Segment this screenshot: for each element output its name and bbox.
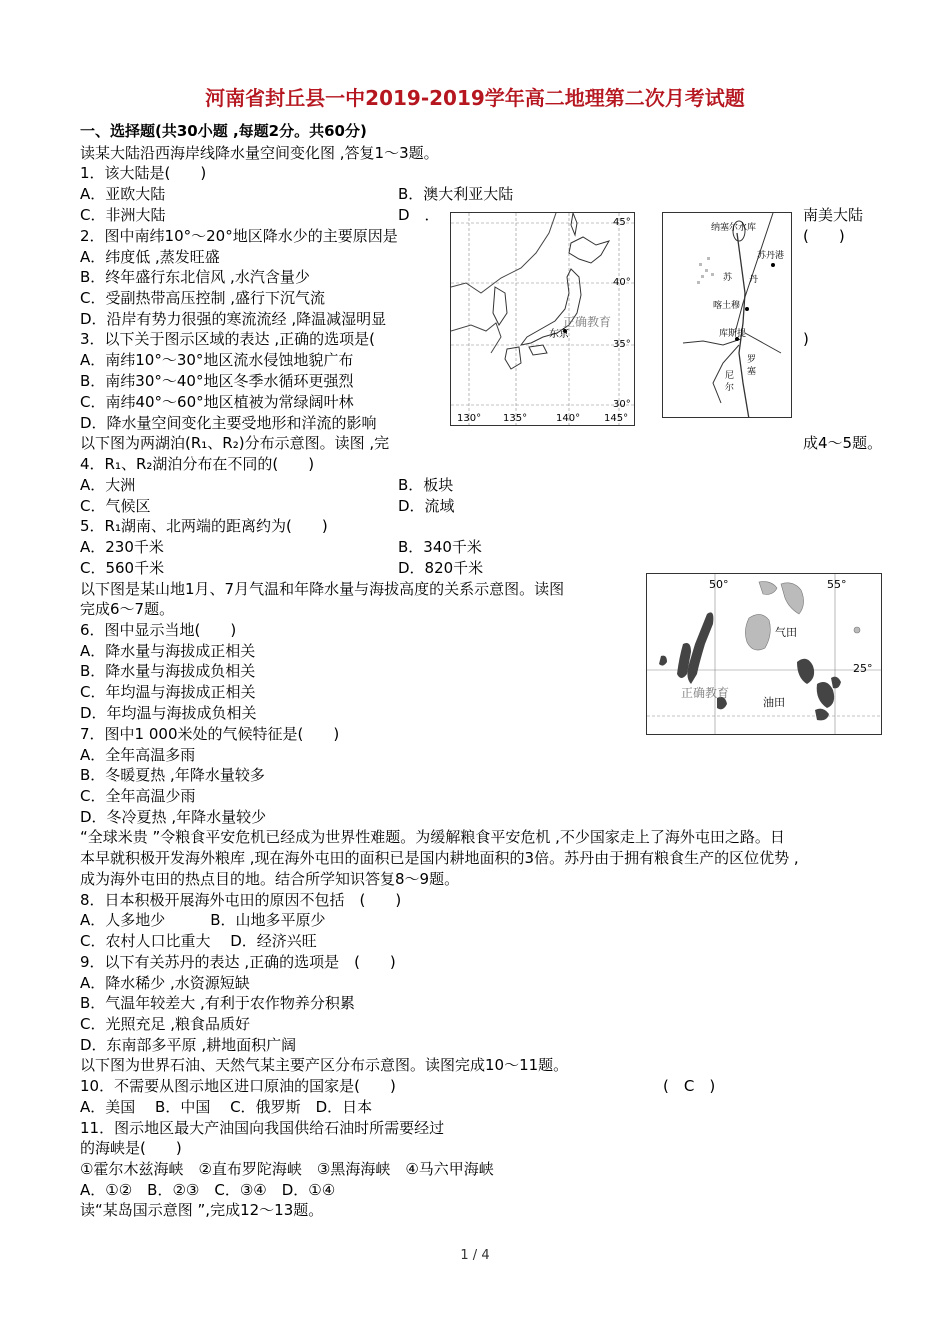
q2-paren: ( )	[803, 227, 845, 245]
lon-label: 55°	[827, 578, 847, 591]
q6-option-d: D．年均温与海拔成负相关	[80, 704, 257, 722]
gas-field-label: 气田	[775, 626, 797, 639]
intro-4-line-2: 本早就积极开发海外粮库 ,现在海外屯田的面积已是国内耕地面积的3倍。苏丹由于拥有粮食生产的区位优势 ,	[80, 849, 799, 867]
khartoum-marker	[745, 307, 749, 311]
q9-option-a: A．降水稀少 ,水资源短缺	[80, 974, 250, 992]
question-4: 4．R₁、R₂湖泊分布在不同的( )	[80, 455, 315, 473]
q5-option-a: A．230千米	[80, 538, 164, 556]
question-9: 9．以下有关苏丹的表达 ,正确的选项是 ( )	[80, 953, 396, 971]
lat-label: 40°	[613, 277, 631, 288]
map2-label: 罗	[747, 355, 757, 365]
oil-gas-map	[646, 573, 882, 735]
q10-options: A．美国 B．中国 C．俄罗斯 D．日本	[80, 1098, 373, 1116]
q4-option-b: B．板块	[398, 476, 454, 494]
q4-option-a: A．大洲	[80, 476, 136, 494]
lat-label: 30°	[613, 399, 631, 410]
q1-option-b: B．澳大利亚大陆	[398, 185, 514, 203]
q3-option-c: C．南纬40°～60°地区植被为常绿阔叶林	[80, 393, 354, 411]
q5-option-b: B．340千米	[398, 538, 482, 556]
q6-option-c: C．年均温与海拔成正相关	[80, 683, 256, 701]
q9-option-b: B．气温年较差大 ,有利于农作物养分积累	[80, 994, 355, 1012]
section-heading: 一、选择题(共30小题 ,每题2分。共60分)	[80, 122, 367, 140]
question-11-line-2: 的海峡是( )	[80, 1139, 182, 1157]
q3-paren: )	[803, 330, 809, 348]
watermark: 正确教育	[563, 315, 612, 329]
map2-label: 丹	[749, 275, 759, 285]
q9-option-c: C．光照充足 ,粮食品质好	[80, 1015, 251, 1033]
japan-map	[450, 212, 635, 426]
q7-option-d: D．冬冷夏热 ,年降水量较少	[80, 808, 267, 826]
question-10: 10．不需要从图示地区进口原油的国家是( )	[80, 1077, 396, 1095]
q7-option-c: C．全年高温少雨	[80, 787, 196, 805]
lon-label: 140°	[556, 413, 581, 424]
lat-label: 45°	[613, 217, 631, 228]
q3-option-b: B．南纬30°～40°地区冬季水循环更强烈	[80, 372, 354, 390]
sudan-map	[662, 212, 792, 418]
lat-label: 35°	[613, 339, 631, 350]
map2-label: 尔	[725, 383, 735, 393]
map2-label: 塞	[747, 367, 757, 377]
q5-option-c: C．560千米	[80, 559, 165, 577]
q2-option-a: A．纬度低 ,蒸发旺盛	[80, 248, 220, 266]
q11-options: A．①② B．②③ C．③④ D．①④	[80, 1181, 336, 1199]
question-5: 5．R₁湖南、北两端的距离约为( )	[80, 517, 328, 535]
map2-label: 库斯提	[719, 329, 747, 339]
q5-option-d: D．820千米	[398, 559, 484, 577]
q6-option-b: B．降水量与海拔成负相关	[80, 662, 256, 680]
q8-options-cd: C．农村人口比重大 D．经济兴旺	[80, 932, 317, 950]
q4-option-c: C．气候区	[80, 497, 151, 515]
intro-2: 以下图为两湖泊(R₁、R₂)分布示意图。读图 ,完	[80, 434, 390, 452]
map2-label: 苏	[723, 273, 733, 283]
lon-label: 135°	[503, 413, 528, 424]
lon-label: 50°	[709, 578, 729, 591]
q3-option-a: A．南纬10°～30°地区流水侵蚀地貌广布	[80, 351, 354, 369]
q6-option-a: A．降水量与海拔成正相关	[80, 642, 256, 660]
q7-option-b: B．冬暖夏热 ,年降水量较多	[80, 766, 265, 784]
q10-answer: ( C )	[663, 1077, 716, 1095]
oil-field-label: 油田	[763, 696, 785, 709]
map2-label: 苏丹港	[757, 251, 785, 261]
q1-option-d: D ．	[398, 206, 440, 224]
q1-option-a: A．亚欧大陆	[80, 185, 166, 203]
lon-label: 145°	[604, 413, 629, 424]
q2-option-c: C．受副热带高压控制 ,盛行下沉气流	[80, 289, 326, 307]
question-2: 2．图中南纬10°～20°地区降水少的主要原因是	[80, 227, 398, 245]
intro-4-line-1: “全球米贵 ”令粮食平安危机已经成为世界性难题。为缓解粮食平安危机 ,不少国家走上了海外屯田之路。日	[80, 828, 785, 846]
intro-5: 以下图为世界石油、天然气某主要产区分布示意图。读图完成10～11题。	[80, 1056, 569, 1074]
lon-label: 130°	[457, 413, 482, 424]
intro-3: 以下图是某山地1月、7月气温和年降水量与海拔高度的关系示意图。读图	[80, 580, 565, 598]
question-8: 8．日本积极开展海外屯田的原因不包括 ( )	[80, 891, 402, 909]
intro-1: 读某大陆沿西海岸线降水量空间变化图 ,答复1～3题。	[80, 144, 439, 162]
question-6: 6．图中显示当地( )	[80, 621, 237, 639]
map2-label: 尼	[725, 371, 735, 381]
page-title: 河南省封丘县一中2019-2019学年高二地理第二次月考试题	[205, 86, 745, 110]
intro-4-line-3: 成为海外屯田的热点目的地。结合所学知识答复8～9题。	[80, 870, 460, 888]
watermark: 正确教育	[681, 686, 730, 700]
question-11-line-1: 11．图示地区最大产油国向我国供给石油时所需要经过	[80, 1119, 445, 1137]
lat-label: 25°	[853, 662, 873, 675]
page-number: 1 / 4	[460, 1248, 490, 1263]
q8-options-ab: A．人多地少 B．山地多平原少	[80, 911, 326, 929]
question-7: 7．图中1 000米处的气候特征是( )	[80, 725, 340, 743]
intro-3-cont: 完成6～7题。	[80, 600, 175, 618]
q1-option-c: C．非洲大陆	[80, 206, 166, 224]
q4-option-d: D．流域	[398, 497, 455, 515]
intro-6: 读“某岛国示意图 ”,完成12～13题。	[80, 1201, 324, 1219]
q3-option-d: D．降水量空间变化主要受地形和洋流的影响	[80, 414, 377, 432]
q1-option-d-cont: 南美大陆	[803, 206, 864, 224]
q9-option-d: D．东南部多平原 ,耕地面积广阔	[80, 1036, 297, 1054]
q7-option-a: A．全年高温多雨	[80, 746, 196, 764]
question-3: 3．以下关于图示区域的表达 ,正确的选项是(	[80, 330, 375, 348]
q11-items: ①霍尔木兹海峡 ②直布罗陀海峡 ③黑海海峡 ④马六甲海峡	[80, 1160, 494, 1178]
map2-label: 纳塞尔水库	[711, 223, 757, 233]
map2-label: 喀土穆	[713, 301, 741, 311]
port-sudan-marker	[771, 263, 775, 267]
intro-2-cont: 成4～5题。	[803, 434, 883, 452]
q2-option-d: D．沿岸有势力很强的寒流流经 ,降温减湿明显	[80, 310, 387, 328]
q2-option-b: B．终年盛行东北信风 ,水汽含量少	[80, 268, 310, 286]
tokyo-label: 东京	[549, 329, 569, 340]
question-1: 1．该大陆是( )	[80, 164, 207, 182]
